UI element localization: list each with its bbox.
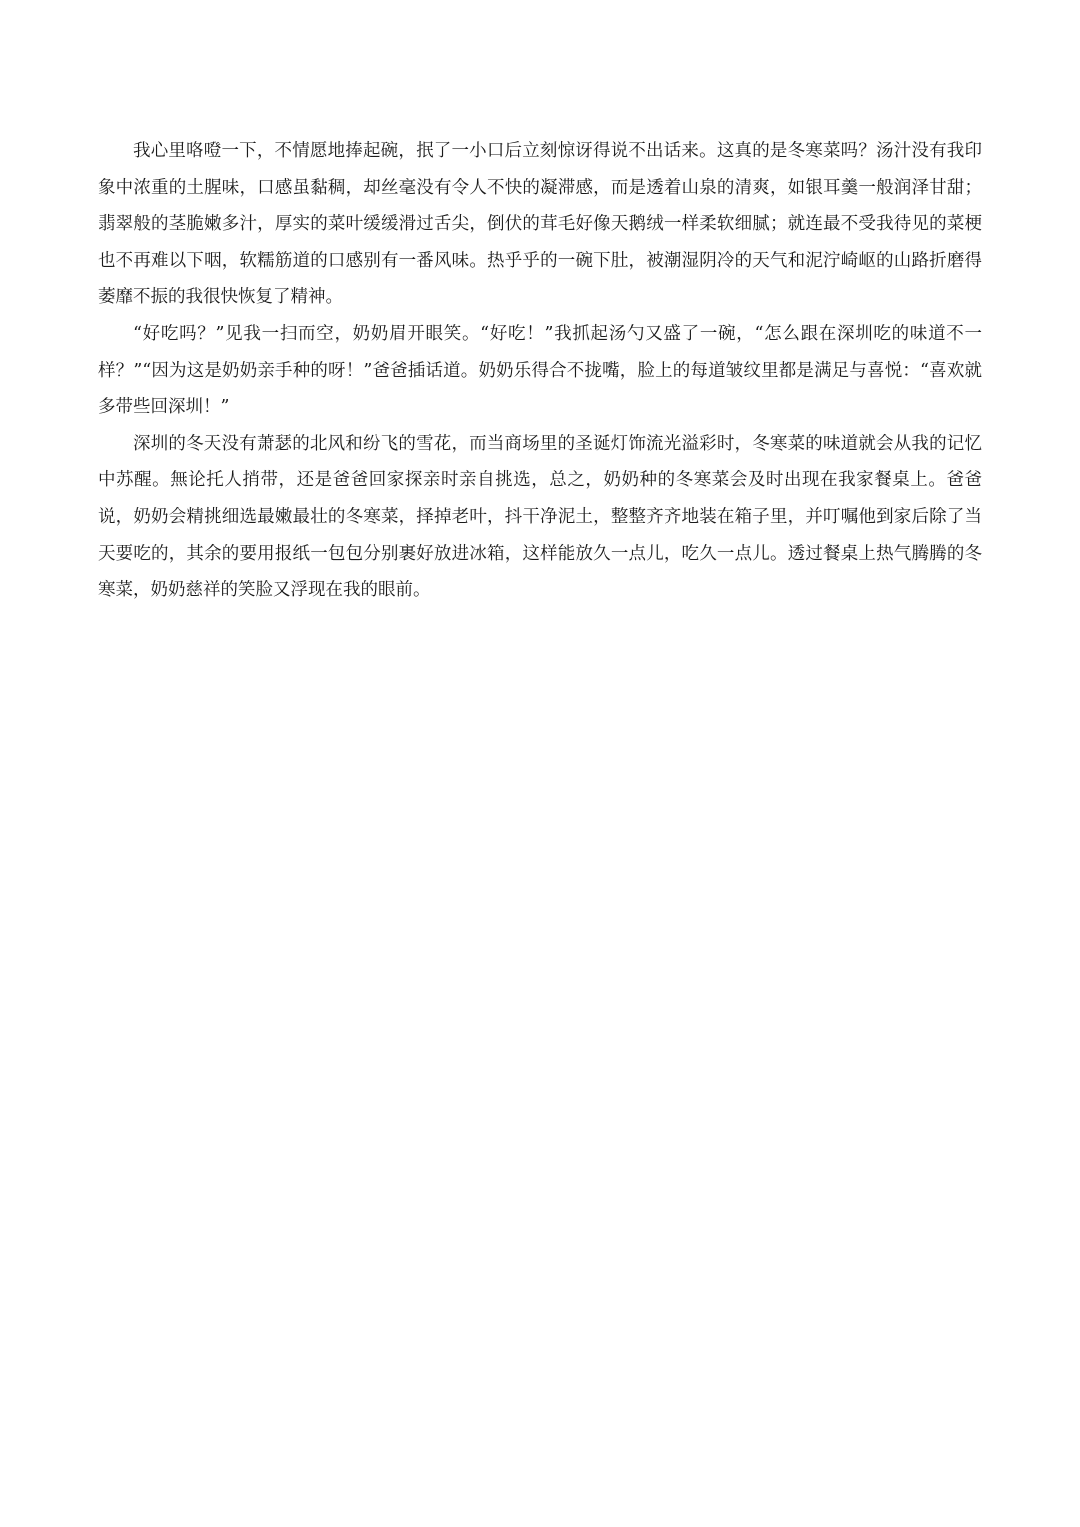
paragraph: 我心里咯噔一下，不情愿地捧起碗，抿了一小口后立刻惊讶得说不出话来。这真的是冬寒菜吗？汤汁没有我印象中浓重的土腥味，口感虽黏稠，却丝毫没有令人不快的凝滞感，而是透着山泉的清爽，如银耳羹一般润泽甘甜；翡翠般的茎脆嫩多汁，厚实的菜叶缓缓滑过舌尖，倒伏的茸毛好像天鹅绒一样柔软细腻；就连最不受我待见的菜梗也不再难以下咽，软糯筋道的口感别有一番风味。热乎乎的一碗下肚，被潮湿阴冷的天气和泥泞崎岖的山路折磨得萎靡不振的我很快恢复了精神。 [98, 141, 982, 308]
paragraph: “好吃吗？”见我一扫而空，奶奶眉开眼笑。“好吃！”我抓起汤勺又盛了一碗，“怎么跟在深圳吃的味道不一样？”“因为这是奶奶亲手种的呀！”爸爸插话道。奶奶乐得合不拢嘴，脸上的每道皱纹里都是满足与喜悦：“喜欢就多带些回深圳！” [98, 323, 982, 418]
essay-body [98, 133, 982, 609]
paragraph: 深圳的冬天没有萧瑟的北风和纷飞的雪花，而当商场里的圣诞灯饰流光溢彩时，冬寒菜的味道就会从我的记忆中苏醒。無论托人捎带，还是爸爸回家探亲时亲自挑选，总之，奶奶种的冬寒菜会及时出现在我家餐桌上。爸爸说，奶奶会精挑细选最嫩最壮的冬寒菜，择掉老叶，抖干净泥土，整整齐齐地装在箱子里，并叮嘱他到家后除了当天要吃的，其余的要用报纸一包包分别裹好放进冰箱，这样能放久一点儿，吃久一点儿。透过餐桌上热气腾腾的冬寒菜，奶奶慈祥的笑脸又浮现在我的眼前。 [98, 433, 982, 601]
